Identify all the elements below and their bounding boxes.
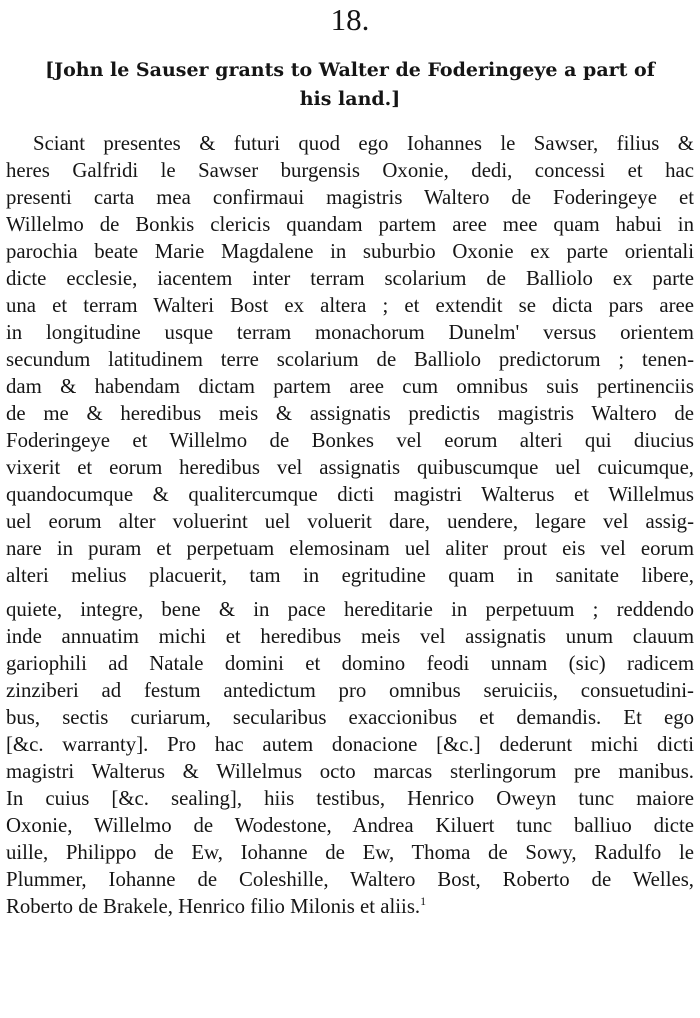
body-line: inde annuatim michi et heredibus meis vel assignatis unum clauum xyxy=(6,625,694,648)
charter-heading-line-2: his land.] xyxy=(299,88,401,110)
body-line: magistri Walterus & Willelmus octo marcas sterlingorum pre manibus. xyxy=(6,760,694,783)
body-line: presenti carta mea confirmaui magistris Waltero de Foderingeye et xyxy=(6,186,694,209)
body-line: Oxonie, Willelmo de Wodestone, Andrea Kiluert tunc balliuo dicte xyxy=(6,814,694,837)
body-line: gariophili ad Natale domini et domino feodi unnam (sic) radicem xyxy=(6,652,694,675)
body-line: una et terram Walteri Bost ex altera ; et extendit se dicta pars aree xyxy=(6,294,694,317)
body-line-last-text: Roberto de Brakele, Henrico filio Milonis et aliis. xyxy=(6,895,421,918)
body-line: de me & heredibus meis & assignatis predictis magistris Waltero de xyxy=(6,402,694,425)
body-line: In cuius [&c. sealing], hiis testibus, Henrico Oweyn tunc maiore xyxy=(6,787,694,810)
charter-heading xyxy=(0,56,700,114)
body-line: uel eorum alter voluerint uel voluerit dare, uendere, legare vel assig- xyxy=(6,510,694,533)
body-line: quandocumque & qualitercumque dicti magistri Walterus et Willelmus xyxy=(6,483,694,506)
body-line: zinziberi ad festum antedictum pro omnibus seruiciis, consuetudini- xyxy=(6,679,694,702)
body-line: dicte ecclesie, iacentem inter terram scolarium de Balliolo ex parte xyxy=(6,267,694,290)
footnote-marker: 1 xyxy=(420,894,427,909)
body-line: alteri melius placuerit, tam in egritudine quam in sanitate libere, xyxy=(6,564,694,587)
body-line: uille, Philippo de Ew, Iohanne de Ew, Thoma de Sowy, Radulfo le xyxy=(6,841,694,864)
body-line: dam & habendam dictam partem aree cum omnibus suis pertinenciis xyxy=(6,375,694,398)
body-line: Sciant presentes & futuri quod ego Iohannes le Sawser, filius & xyxy=(33,132,694,155)
body-line: [&c. warranty]. Pro hac autem donacione [&c.] dederunt michi dicti xyxy=(6,733,694,756)
body-line: bus, sectis curiarum, secularibus exaccionibus et demandis. Et ego xyxy=(6,706,694,729)
body-line: quiete, integre, bene & in pace hereditarie in perpetuum ; reddendo xyxy=(6,598,694,621)
body-line: heres Galfridi le Sawser burgensis Oxonie, dedi, concessi et hac xyxy=(6,159,694,182)
body-line: Willelmo de Bonkis clericis quandam partem aree mee quam habui in xyxy=(6,213,694,236)
body-line: parochia beate Marie Magdalene in suburbio Oxonie ex parte orientali xyxy=(6,240,694,263)
body-line-last xyxy=(6,893,694,920)
body-line: vixerit et eorum heredibus vel assignatis quibuscumque uel cuicumque, xyxy=(6,456,694,479)
body-line: in longitudine usque terram monachorum Dunelm' versus orientem xyxy=(6,321,694,344)
page-number: 18. xyxy=(330,2,370,37)
body-line: nare in puram et perpetuam elemosinam uel aliter prout eis vel eorum xyxy=(6,537,694,560)
body-line: Foderingeye et Willelmo de Bonkes vel eorum alteri qui diucius xyxy=(6,429,694,452)
charter-heading-line-1: [John le Sauser grants to Walter de Foderingeye a part of xyxy=(45,59,655,81)
body-line: Plummer, Iohanne de Coleshille, Waltero Bost, Roberto de Welles, xyxy=(6,868,694,891)
body-line: secundum latitudinem terre scolarium de Balliolo predictorum ; tenen- xyxy=(6,348,694,371)
